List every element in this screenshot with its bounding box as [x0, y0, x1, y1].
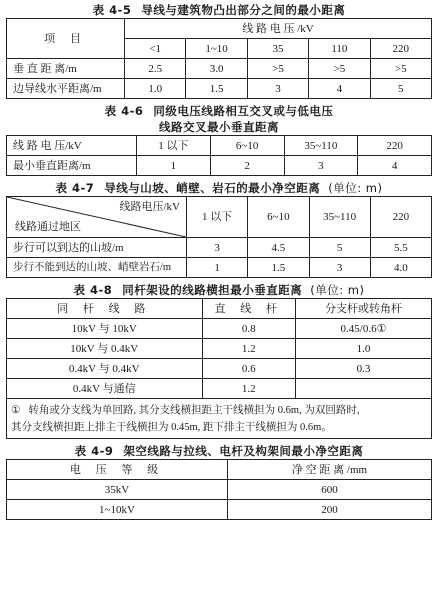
voltage-col: 1 以下 [187, 197, 248, 238]
voltage-col: 220 [358, 136, 432, 156]
cell: 1.5 [186, 79, 247, 99]
row-label: 垂 直 距 离/m [7, 59, 125, 79]
cell: 5.5 [370, 238, 431, 258]
table-row [7, 319, 432, 339]
table-row [7, 136, 432, 156]
cell: 2 [210, 156, 284, 176]
cell: 3 [247, 79, 308, 99]
cell: 0.4kV 与 0.4kV [7, 359, 203, 379]
table-number: 表 4-8 [73, 283, 113, 297]
table-title: 架空线路与拉线、电杆及构架间最小净空距离 [123, 444, 364, 458]
header-cell: 直 线 杆 [202, 299, 296, 319]
cell: 3 [284, 156, 358, 176]
cell: 0.8 [202, 319, 296, 339]
voltage-col: 110 [309, 39, 370, 59]
cell: 4.0 [370, 258, 431, 278]
table-number: 表 4-5 [92, 3, 132, 17]
table-number: 表 4-6 [104, 104, 144, 118]
cell: >5 [309, 59, 370, 79]
cell: 1.2 [202, 339, 296, 359]
item-header: 项 目 [7, 19, 125, 59]
table-4-7 [6, 196, 432, 278]
cell: 10kV 与 0.4kV [7, 339, 203, 359]
row-label: 线 路 电 压/kV [7, 136, 137, 156]
cell: 35kV [7, 480, 228, 500]
row-label: 边导线水平距离/m [7, 79, 125, 99]
cell: 1 [137, 156, 211, 176]
cell: 5 [370, 79, 431, 99]
table-4-5-caption [6, 2, 432, 18]
cell: 1 [187, 258, 248, 278]
table-number: 表 4-7 [55, 181, 95, 195]
cell: 1.2 [202, 379, 296, 399]
voltage-col: 6~10 [210, 136, 284, 156]
table-row [7, 359, 432, 379]
cell: 600 [228, 480, 432, 500]
cell: 5 [309, 238, 370, 258]
cell [296, 379, 432, 399]
table-4-8-caption [6, 282, 432, 298]
voltage-header: 线 路 电 压 /kV [125, 19, 432, 39]
table-4-6-caption-line2 [6, 119, 432, 135]
table-4-7-caption [6, 180, 432, 196]
table-title: 导线与建筑物凸出部分之间的最小距离 [141, 3, 346, 17]
table-row [7, 258, 432, 278]
cell: 0.6 [202, 359, 296, 379]
table-unit: (单位: m) [328, 181, 383, 195]
header-cell: 分支杆或转角杆 [296, 299, 432, 319]
table-4-9 [6, 459, 432, 520]
diag-bottom-label: 线路通过地区 [15, 221, 81, 233]
cell: 3 [309, 258, 370, 278]
cell: 1.0 [296, 339, 432, 359]
cell: >5 [370, 59, 431, 79]
voltage-col: 35~110 [284, 136, 358, 156]
cell: 0.4kV 与通信 [7, 379, 203, 399]
header-cell: 同 杆 线 路 [7, 299, 203, 319]
table-row [7, 480, 432, 500]
table-4-9-caption [6, 443, 432, 459]
row-label: 步行可以到达的山坡/m [7, 238, 187, 258]
voltage-col: 220 [370, 197, 431, 238]
voltage-col: 35~110 [309, 197, 370, 238]
table-unit: (单位: m) [310, 283, 365, 297]
voltage-col: 1~10 [186, 39, 247, 59]
table-row [7, 156, 432, 176]
cell: 4 [358, 156, 432, 176]
table-row [7, 379, 432, 399]
footnote-line: 其分支线横担距上排主干线横担为 0.45m, 距下排主干线横担为 0.6m。 [11, 422, 332, 433]
cell: 1.0 [125, 79, 186, 99]
cell: 1~10kV [7, 500, 228, 520]
voltage-col: 220 [370, 39, 431, 59]
cell: 2.5 [125, 59, 186, 79]
footnote-index: ① [11, 405, 21, 416]
table-row [7, 59, 432, 79]
table-title: 导线与山坡、峭壁、岩石的最小净空距离 [104, 181, 321, 195]
header-cell: 净 空 距 离 /mm [228, 460, 432, 480]
voltage-col: 1 以下 [137, 136, 211, 156]
row-label: 最小垂直距离/m [7, 156, 137, 176]
table-footnote [7, 399, 432, 439]
table-number: 表 4-9 [74, 444, 114, 458]
table-title: 同杆架设的线路横担最小垂直距离 [122, 283, 303, 297]
table-title: 线路交叉最小垂直距离 [159, 120, 279, 134]
table-4-5 [6, 18, 432, 99]
voltage-col: <1 [125, 39, 186, 59]
cell: 4.5 [248, 238, 309, 258]
cell: 0.3 [296, 359, 432, 379]
table-row [7, 238, 432, 258]
cell: 3.0 [186, 59, 247, 79]
voltage-col: 6~10 [248, 197, 309, 238]
table-title: 同级电压线路相互交叉或与低电压 [153, 104, 334, 118]
diagonal-header-cell [7, 197, 187, 238]
cell: 10kV 与 10kV [7, 319, 203, 339]
footnote-line: 转角或分支线为单回路, 其分支线横担距主干线横担为 0.6m, 为双回路时, [28, 405, 360, 416]
table-row [7, 79, 432, 99]
cell: >5 [247, 59, 308, 79]
cell: 3 [187, 238, 248, 258]
row-label: 步行不能到达的山坡、峭壁岩石/m [7, 258, 187, 278]
cell: 1.5 [248, 258, 309, 278]
header-cell: 电 压 等 级 [7, 460, 228, 480]
cell: 0.45/0.6① [296, 319, 432, 339]
table-4-6 [6, 135, 432, 176]
voltage-col: 35 [247, 39, 308, 59]
table-4-8 [6, 298, 432, 439]
table-row [7, 339, 432, 359]
diag-top-label: 线路电压/kV [119, 201, 180, 213]
cell: 200 [228, 500, 432, 520]
table-4-6-caption [6, 103, 432, 119]
table-row [7, 500, 432, 520]
cell: 4 [309, 79, 370, 99]
